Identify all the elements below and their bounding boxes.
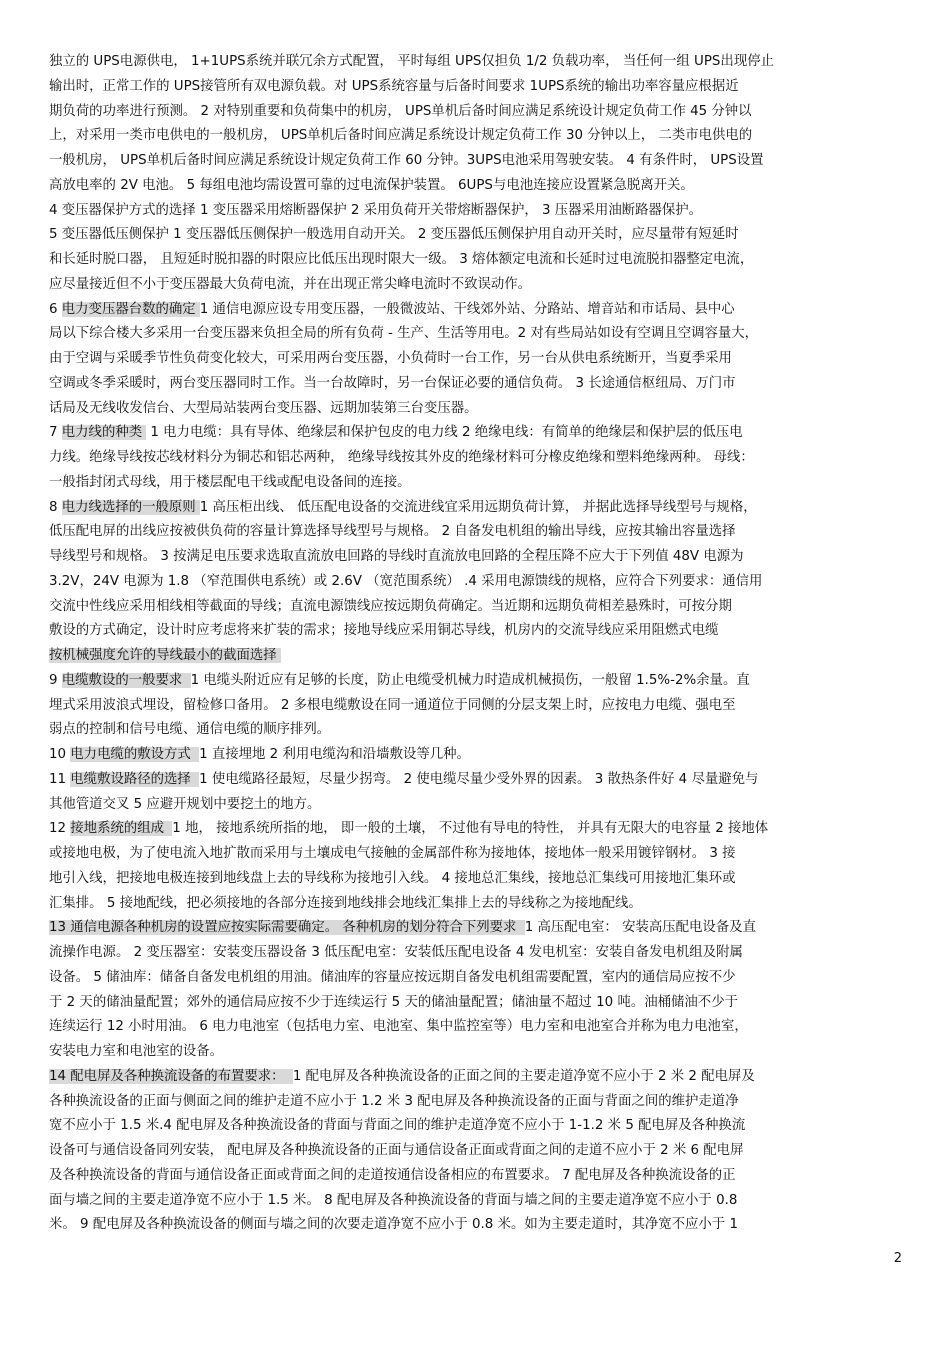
text-line (49, 941, 901, 966)
text-line (49, 743, 901, 768)
text-segment: 1 电缆头附近应有足够的长度，防止电缆受机械力时造成机械损伤，一般留 1.5%-2%余量。直 (190, 672, 750, 688)
text-line (49, 570, 901, 595)
text-line (49, 817, 901, 842)
highlighted-heading: 电力电缆的敷设方式 (70, 747, 199, 762)
text-segment: 独立的 UPS电源供电， 1+1UPS系统并联冗余方式配置， 平时每组 UPS仅担负 1/2 负载功率， 当任何一组 UPS出现停止 (49, 54, 774, 69)
text-line (49, 718, 901, 743)
text-line (49, 347, 901, 372)
text-segment: 埋式采用波浪式埋设，留检修口备用。 2 多根电缆敷设在同一通道位于同侧的分层支架上时，应按电力电缆、强电至 (49, 697, 736, 713)
text-line (49, 397, 901, 422)
text-line (49, 619, 901, 644)
text-segment: 3.2V，24V 电源为 1.8 （窄范围供电系统）或 2.6V （宽范围系统） .4 采用电源馈线的规格，应符合下列要求：通信用 (49, 573, 763, 589)
text-line (49, 149, 901, 174)
text-line (49, 644, 901, 669)
text-segment: 局以下综合楼大多采用一台变压器来负担全局的所有负荷 - 生产、生活等用电。2 对有些局站如设有空调且空调容量大， (49, 326, 759, 342)
text-segment: 导线型号和规格。 3 按满足电压要求选取直流放电回路的导线时直流放电回路的全程压降不应大于下列值 48V 电源为 (49, 549, 744, 564)
text-line (49, 1090, 901, 1115)
text-segment: 7 (49, 425, 62, 441)
highlighted-heading: 电力变压器台数的确定 (62, 302, 200, 317)
text-segment: 一般指封闭式母线，用于楼层配电干线或配电设备间的连接。 (49, 474, 411, 490)
text-line (49, 273, 901, 298)
document-body (49, 50, 901, 1238)
text-segment: 敷设的方式确定，设计时应考虑将来扩装的需求；接地导线应采用铜芯导线，机房内的交流导线应采用阻燃式电缆 (49, 623, 719, 639)
text-segment: 12 (49, 821, 71, 837)
text-segment: 输出时，正常工作的 UPS接管所有双电源负载。对 UPS系统容量与后备时间要求 1UPS系统的输出功率容量应根据近 (49, 78, 739, 94)
text-segment: 交流中性线应采用相线相等截面的导线；直流电源馈线应按远期负荷确定。当近期和远期负荷相差悬殊时，可按分期 (49, 598, 732, 614)
text-segment: 低压配电屏的出线应按被供负荷的容量计算选择导线型号与规格。 2 自备发电机组的输出导线，应按其输出容量选择 (49, 524, 736, 540)
text-segment: 上，对采用一类市电供电的一般机房， UPS单机后备时间应满足系统设计规定负荷工作 30 分钟以上， 二类市电供电的 (49, 128, 753, 144)
text-line (49, 496, 901, 521)
text-line (49, 1213, 901, 1238)
text-line (49, 842, 901, 867)
text-segment: 1 地， 接地系统所指的地， 即一般的土壤， 不过他有导电的特性， 并具有无限大的电容量 2 接地体 (172, 821, 769, 837)
text-segment: 米。 9 配电屏及各种换流设备的侧面与墙之间的次要走道净宽不应小于 0.8 米。如为主要走道时，其净宽不应小于 1 (49, 1217, 738, 1233)
text-line (49, 966, 901, 991)
text-segment: 地引入线，把接地电极连接到地线盘上去的导线称为接地引入线。 4 接地总汇集线，接地总汇集线可用接地汇集环或 (49, 870, 736, 886)
text-segment: 设备。 5 储油库：储备自备发电机组的用油。储油库的容量应按远期自备发电机组需要配置，室内的通信局应按不少 (49, 969, 736, 985)
text-line (49, 421, 901, 446)
text-line (49, 1189, 901, 1214)
text-segment: 弱点的控制和信号电缆、通信电缆的顺序排列。 (49, 722, 331, 738)
text-segment: 及各种换流设备的背面与通信设备正面或背面之间的走道按通信设备相应的布置要求。 7 配电屏及各种换流设备的正 (49, 1167, 736, 1183)
text-line (49, 793, 901, 818)
text-line (49, 1065, 901, 1090)
page-number: 2 (893, 1251, 902, 1266)
text-line (49, 669, 901, 694)
text-segment: 和长延时脱口器， 且短延时脱扣器的时限应比低压出现时限大一级。 3 熔体额定电流和长延时过电流脱扣器整定电流， (49, 252, 754, 267)
text-line (49, 892, 901, 917)
text-segment: 设备可与通信设备同列安装， 配电屏及各种换流设备的正面与通信设备正面或背面之间的走道不应小于 2 米 6 配电屏 (49, 1143, 744, 1158)
text-segment: 于 2 天的储油量配置；郊外的通信局应按不少于连续运行 5 天的储油量配置；储油量不超过 10 吨。油桶储油不少于 (49, 994, 738, 1010)
text-line (49, 446, 901, 471)
text-segment: 空调或冬季采暖时，两台变压器同时工作。当一台故障时，另一台保证必要的通信负荷。 3 长途通信枢纽局、万门市 (49, 375, 736, 391)
highlighted-heading: 14 配电屏及各种换流设备的布置要求： (49, 1069, 293, 1084)
highlighted-heading: 电缆敷设的一般要求 (62, 673, 191, 688)
text-line (49, 471, 901, 496)
text-line (49, 1015, 901, 1040)
text-segment: 1 高压配电室： 安装高压配电设备及直 (524, 920, 756, 936)
text-segment: 6 (49, 301, 62, 317)
text-segment: 安装电力室和电池室的设备。 (49, 1044, 224, 1059)
text-segment: 其他管道交叉 5 应避开规划中要挖土的地方。 (49, 796, 321, 812)
text-line (49, 916, 901, 941)
text-line (49, 768, 901, 793)
highlighted-heading: 接地系统的组成 (70, 821, 172, 836)
highlighted-heading: 电力线的种类 (62, 425, 146, 440)
text-line (49, 124, 901, 149)
text-line (49, 1164, 901, 1189)
text-segment: 1 电力电缆：具有导体、绝缘层和保护包皮的电力线 2 绝缘电线：有简单的绝缘层和保护层的低压电 (146, 425, 743, 441)
highlighted-heading: 电力线选择的一般原则 (62, 500, 200, 515)
text-segment: 一般机房， UPS单机后备时间应满足系统设计规定负荷工作 60 分钟。3UPS电池采用驾驶安装。 4 有条件时， UPS设置 (49, 153, 764, 168)
text-segment: 1 高压柜出线、 低压配电设备的交流进线宜采用远期负荷计算， 并据此选择导线型号与规格， (199, 499, 757, 515)
text-line (49, 545, 901, 570)
text-segment: 10 (49, 747, 71, 762)
text-segment: 9 (49, 672, 62, 688)
text-segment: 力线。绝缘导线按芯线材料分为铜芯和铝芯两种， 绝缘导线按其外皮的绝缘材料可分橡皮绝缘和塑料绝缘两种。 母线： (49, 450, 754, 465)
text-segment: 由于空调与采暖季节性负荷变化较大，可采用两台变压器，小负荷时一台工作，另一台从供电系统断开，当夏季采用 (49, 351, 732, 366)
text-line (49, 223, 901, 248)
text-segment: 应尽量接近但不小于变压器最大负荷电流，并在出现正常尖峰电流时不致误动作。 (49, 276, 532, 292)
text-line (49, 75, 901, 100)
text-line (49, 1040, 901, 1065)
text-line (49, 694, 901, 719)
text-segment: 或接地电极，为了使电流入地扩散而采用与土壤成电气接触的金属部件称为接地体，接地体一般采用镀锌钢材。 3 接 (49, 846, 736, 861)
text-line (49, 174, 901, 199)
text-line (49, 595, 901, 620)
highlighted-heading: 按机械强度允许的导线最小的截面选择 (49, 648, 281, 663)
text-segment: 5 变压器低压侧保护 1 变压器低压侧保护一般选用自动开关。 2 变压器低压侧保护用自动开关时，应尽量带有短延时 (49, 227, 739, 243)
text-line (49, 1139, 901, 1164)
text-segment: 1 直接埋地 2 利用电缆沟和沿墙敷设等几种。 (199, 747, 470, 762)
text-line (49, 867, 901, 892)
text-line (49, 372, 901, 397)
text-segment: 4 变压器保护方式的选择 1 变压器采用熔断器保护 2 采用负荷开关带熔断器保护， 3 压器采用油断路器保护。 (49, 202, 703, 218)
text-line (49, 199, 901, 224)
text-segment: 1 配电屏及各种换流设备的正面之间的主要走道净宽不应小于 2 米 2 配电屏及 (292, 1068, 755, 1084)
text-segment: 高放电率的 2V 电池。 5 每组电池均需设置可靠的过电流保护装置。 6UPS与电池连接应设置紧急脱离开关。 (49, 177, 694, 193)
text-line (49, 248, 901, 273)
text-segment: 1 使电缆路径最短，尽量少拐弯。 2 使电缆尽量少受外界的因素。 3 散热条件好 4 尽量避免与 (199, 771, 759, 787)
text-segment: 流操作电源。 2 变压器室：安装变压器设备 3 低压配电室：安装低压配电设备 4 发电机室：安装自备发电机组及附属 (49, 945, 743, 960)
text-segment: 话局及无线收发信台、大型局站装两台变压器、远期加装第三台变压器。 (49, 400, 478, 416)
text-segment: 面与墙之间的主要走道净宽不应小于 1.5 米。 8 配电屏及各种换流设备的背面与墙之间的主要走道净宽不应小于 0.8 (49, 1192, 738, 1208)
text-segment: 8 (49, 499, 62, 515)
highlighted-heading: 13 通信电源各种机房的设置应按实际需要确定。 各种机房的划分符合下列要求 (49, 920, 525, 935)
text-line (49, 322, 901, 347)
text-segment: 1 通信电源应设专用变压器，一般微波站、干线郊外站、分路站、增音站和市话局、县中心 (199, 301, 735, 317)
text-segment: 汇集排。 5 接地配线，把必须接地的各部分连接到地线排会地线汇集排上去的导线称之为接地配线。 (49, 895, 642, 911)
text-line (49, 100, 901, 125)
text-segment: 期负荷的功率进行预测。 2 对特别重要和负荷集中的机房， UPS单机后备时间应满足系统设计规定负荷工作 45 分钟以 (49, 103, 752, 119)
text-line (49, 1114, 901, 1139)
text-segment: 11 (49, 771, 71, 787)
text-segment: 各种换流设备的正面与侧面之间的维护走道不应小于 1.2 米 3 配电屏及各种换流设备的正面与背面之间的维护走道净 (49, 1093, 739, 1109)
text-line (49, 520, 901, 545)
text-segment: 宽不应小于 1.5 米.4 配电屏及各种换流设备的背面与背面之间的维护走道净宽不应小于 1-1.2 米 5 配电屏及各种换流 (49, 1118, 746, 1134)
text-line (49, 991, 901, 1016)
text-line (49, 50, 901, 75)
text-segment: 连续运行 12 小时用油。 6 电力电池室（包括电力室、电池室、集中监控室等）电力室和电池室合并称为电力电池室， (49, 1019, 748, 1035)
highlighted-heading: 电缆敷设路径的选择 (70, 772, 199, 787)
text-line (49, 298, 901, 323)
